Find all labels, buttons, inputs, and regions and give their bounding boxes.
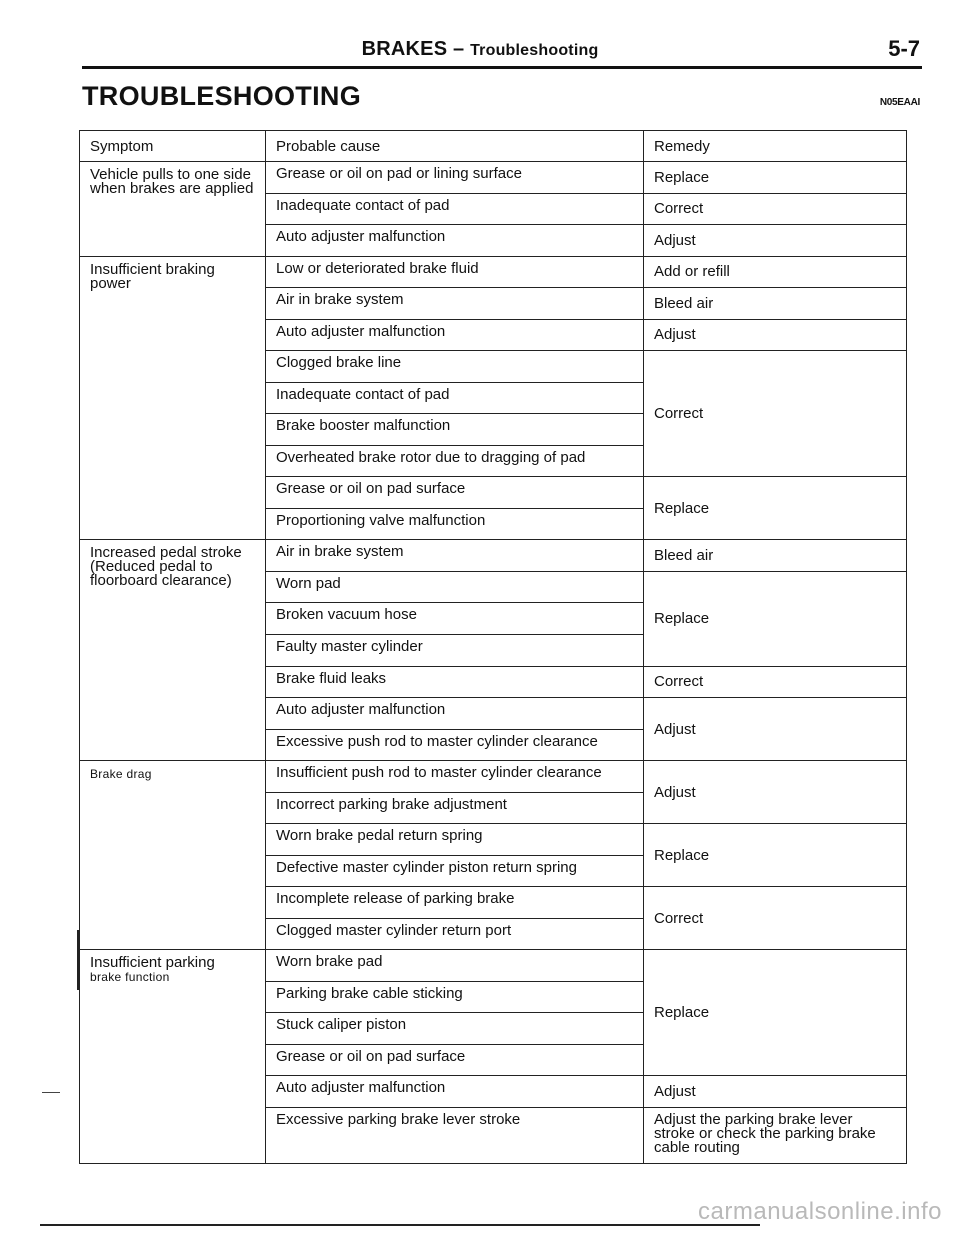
remedy-cell: Correct xyxy=(644,351,907,477)
cause-cell: Overheated brake rotor due to dragging of pad xyxy=(266,445,644,477)
margin-bar xyxy=(77,930,80,990)
remedy-cell: Correct xyxy=(644,887,907,950)
cause-cell: Inadequate contact of pad xyxy=(266,193,644,225)
cause-cell: Inadequate contact of pad xyxy=(266,382,644,414)
cause-cell: Air in brake system xyxy=(266,288,644,320)
cause-cell: Insufficient push rod to master cylinder clearance xyxy=(266,761,644,793)
header-section: BRAKES xyxy=(361,38,448,60)
table-row xyxy=(80,162,907,194)
symptom-cell: Brake drag xyxy=(80,761,266,950)
remedy-cell: Replace xyxy=(644,824,907,887)
page-number: 5-7 xyxy=(888,36,920,61)
cause-cell: Grease or oil on pad surface xyxy=(266,477,644,509)
cause-cell: Faulty master cylinder xyxy=(266,634,644,666)
cause-cell: Low or deteriorated brake fluid xyxy=(266,256,644,288)
header-rule xyxy=(82,66,922,69)
remedy-cell: Bleed air xyxy=(644,288,907,320)
symptom-cell: Insufficient braking power xyxy=(80,256,266,540)
cause-cell: Grease or oil on pad surface xyxy=(266,1044,644,1076)
column-header-probable-cause: Probable cause xyxy=(266,131,644,162)
remedy-cell: Correct xyxy=(644,193,907,225)
table-row xyxy=(80,540,907,572)
cause-cell: Auto adjuster malfunction xyxy=(266,698,644,730)
cause-cell: Worn pad xyxy=(266,571,644,603)
cause-cell: Proportioning valve malfunction xyxy=(266,508,644,540)
margin-mark xyxy=(42,1092,60,1093)
cause-cell: Excessive parking brake lever stroke xyxy=(266,1108,644,1164)
remedy-cell: Replace xyxy=(644,950,907,1076)
remedy-cell: Adjust xyxy=(644,225,907,257)
cause-cell: Auto adjuster malfunction xyxy=(266,319,644,351)
cause-cell: Brake booster malfunction xyxy=(266,414,644,446)
cause-cell: Brake fluid leaks xyxy=(266,666,644,698)
symptom-text: Insufficient parking brake function xyxy=(90,954,215,985)
table-row xyxy=(80,761,907,793)
cause-cell: Clogged brake line xyxy=(266,351,644,383)
cause-cell: Defective master cylinder piston return spring xyxy=(266,855,644,887)
cause-cell: Stuck caliper piston xyxy=(266,1013,644,1045)
remedy-cell: Correct xyxy=(644,666,907,698)
cause-cell: Parking brake cable sticking xyxy=(266,981,644,1013)
cause-cell: Auto adjuster malfunction xyxy=(266,1076,644,1108)
cause-cell: Grease or oil on pad or lining surface xyxy=(266,162,644,194)
table-row xyxy=(80,256,907,288)
cause-cell: Incorrect parking brake adjustment xyxy=(266,792,644,824)
remedy-cell: Adjust xyxy=(644,1076,907,1108)
table-row xyxy=(80,950,907,982)
symptom-cell xyxy=(80,950,266,1164)
cause-cell: Clogged master cylinder return port xyxy=(266,918,644,950)
header-subtitle: Troubleshooting xyxy=(470,42,599,59)
symptom-cell: Increased pedal stroke (Reduced pedal to floorboard clearance) xyxy=(80,540,266,761)
remedy-cell: Adjust the parking brake lever stroke or check the parking brake cable routing xyxy=(644,1108,907,1164)
remedy-cell: Replace xyxy=(644,477,907,540)
watermark-text: carmanualsonline.info xyxy=(698,1198,942,1225)
remedy-cell: Adjust xyxy=(644,761,907,824)
header-title xyxy=(0,38,960,61)
symptom-text-line2: brake function xyxy=(90,970,170,985)
cause-cell: Auto adjuster malfunction xyxy=(266,225,644,257)
table-header-row xyxy=(80,131,907,162)
remedy-cell: Replace xyxy=(644,571,907,666)
cause-cell: Excessive push rod to master cylinder clearance xyxy=(266,729,644,761)
column-header-remedy: Remedy xyxy=(644,131,907,162)
header-dash: – xyxy=(453,38,465,60)
troubleshooting-table xyxy=(79,130,907,1164)
remedy-cell: Replace xyxy=(644,162,907,194)
page-header xyxy=(0,38,960,68)
symptom-cell: Vehicle pulls to one side when brakes are applied xyxy=(80,162,266,257)
remedy-cell: Adjust xyxy=(644,319,907,351)
cause-cell: Broken vacuum hose xyxy=(266,603,644,635)
cause-cell: Air in brake system xyxy=(266,540,644,572)
cause-cell: Worn brake pad xyxy=(266,950,644,982)
remedy-cell: Adjust xyxy=(644,698,907,761)
section-title: TROUBLESHOOTING xyxy=(82,81,361,111)
section-code: N05EAAI xyxy=(879,97,920,108)
column-header-symptom: Symptom xyxy=(80,131,266,162)
remedy-cell: Add or refill xyxy=(644,256,907,288)
remedy-cell: Bleed air xyxy=(644,540,907,572)
cause-cell: Worn brake pedal return spring xyxy=(266,824,644,856)
cause-cell: Incomplete release of parking brake xyxy=(266,887,644,919)
footer-rule xyxy=(40,1224,760,1226)
